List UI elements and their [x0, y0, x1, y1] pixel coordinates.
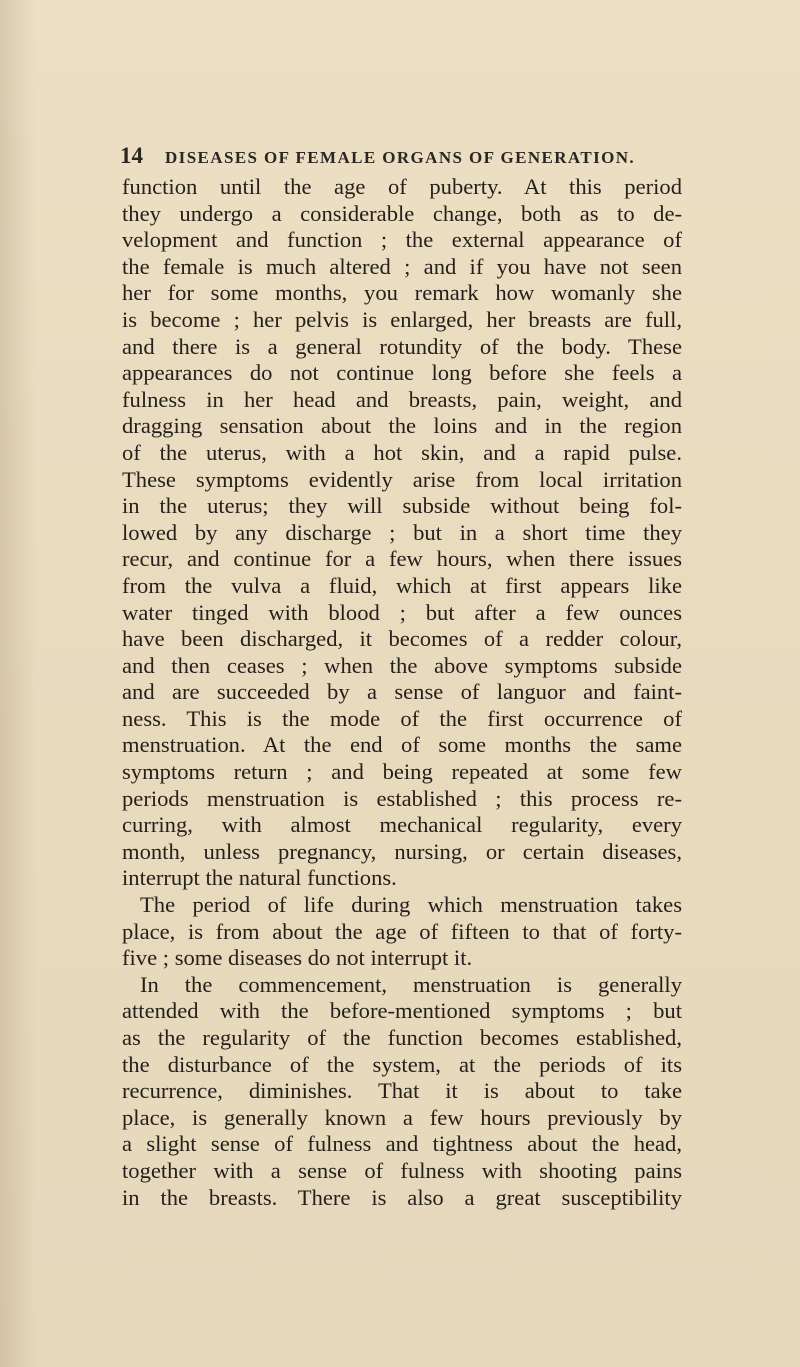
page-header — [120, 143, 680, 169]
text-line: month, unless pregnancy, nursing, or certain diseases, — [122, 838, 682, 864]
text-line: a slight sense of fulness and tightness about the head, — [122, 1131, 682, 1157]
text-line: together with a sense of fulness with shooting pains — [122, 1157, 682, 1183]
text-line: In the commencement, menstruation is generally — [140, 971, 682, 997]
text-line: symptoms return ; and being repeated at some few — [122, 759, 682, 785]
text-line: have been discharged, it becomes of a redder colour, — [122, 626, 682, 652]
body-text — [122, 174, 682, 1211]
text-line: is become ; her pelvis is enlarged, her breasts are full, — [122, 306, 682, 332]
text-line: in the breasts. There is also a great susceptibility — [122, 1184, 682, 1210]
text-line: and then ceases ; when the above symptoms subside — [122, 652, 682, 678]
text-line: The period of life during which menstruation takes — [140, 892, 682, 918]
text-line: velopment and function ; the external appearance of — [122, 227, 682, 253]
text-line: the disturbance of the system, at the periods of its — [122, 1051, 682, 1077]
text-line: and there is a general rotundity of the body. These — [122, 333, 682, 359]
text-line: appearances do not continue long before she feels a — [122, 360, 682, 386]
text-line: fulness in her head and breasts, pain, weight, and — [122, 386, 682, 412]
text-line: they undergo a considerable change, both as to de- — [122, 200, 682, 226]
text-line: dragging sensation about the loins and in the region — [122, 413, 682, 439]
text-line: curring, with almost mechanical regularity, every — [122, 812, 682, 838]
text-line: water tinged with blood ; but after a few ounces — [122, 599, 682, 625]
text-line: recur, and continue for a few hours, when there issues — [122, 546, 682, 572]
text-line: periods menstruation is established ; this process re- — [122, 785, 682, 811]
text-line: function until the age of puberty. At this period — [122, 174, 682, 199]
text-line: place, is generally known a few hours previously by — [122, 1104, 682, 1130]
text-line: lowed by any discharge ; but in a short time they — [122, 519, 682, 545]
text-line: her for some months, you remark how womanly she — [122, 280, 682, 306]
running-head: DISEASES OF FEMALE ORGANS OF GENERATION. — [165, 148, 636, 167]
text-line: and are succeeded by a sense of languor and faint- — [122, 679, 682, 705]
text-line: ness. This is the mode of the first occurrence of — [122, 705, 682, 731]
text-line: of the uterus, with a hot skin, and a rapid pulse. — [122, 439, 682, 465]
text-line: recurrence, diminishes. That it is about to take — [122, 1078, 682, 1104]
text-line: from the vulva a fluid, which at first appears like — [122, 572, 682, 598]
gutter-shadow — [0, 0, 36, 1367]
text-line: in the uterus; they will subside without being fol- — [122, 493, 682, 519]
text-line: attended with the before-mentioned symptoms ; but — [122, 998, 682, 1024]
page-number: 14 — [120, 143, 143, 168]
text-line: five ; some diseases do not interrupt it. — [122, 945, 473, 971]
text-line: These symptoms evidently arise from local irritation — [122, 466, 682, 492]
text-line: as the regularity of the function becomes established, — [122, 1025, 682, 1050]
text-line: interrupt the natural functions. — [122, 865, 397, 891]
text-line: menstruation. At the end of some months the same — [122, 732, 682, 758]
text-line: the female is much altered ; and if you have not seen — [122, 253, 682, 279]
text-line: place, is from about the age of fifteen to that of forty- — [122, 918, 682, 944]
